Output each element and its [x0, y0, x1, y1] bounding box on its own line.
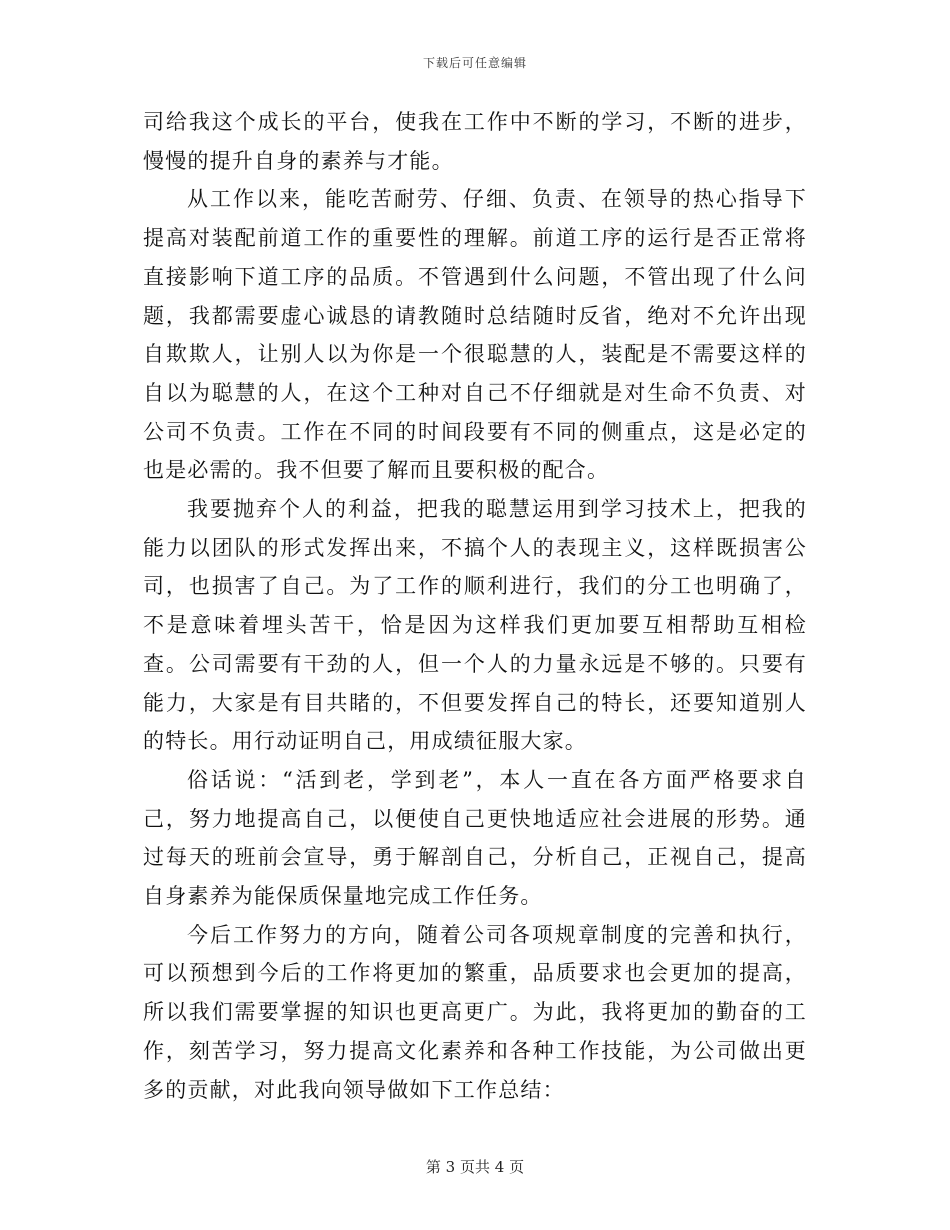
paragraph-2: 从工作以来，能吃苦耐劳、仔细、负责、在领导的热心指导下提高对装配前道工作的重要性的理解。前道工序的运行是否正常将直接影响下道工序的品质。不管遇到什么问题，不管出现了什么问题，我都需要虚心诚恳的请教随时总结随时反省，绝对不允许出现自欺欺人，让别人以为你是一个很聪慧的人，装配是不需要这样的自以为聪慧的人，在这个工种对自己不仔细就是对生命不负责、对公司不负责。工作在不同的时间段要有不同的侧重点，这是必定的也是必需的。我不但要了解而且要积极的配合。 [143, 187, 807, 483]
page-header: 下载后可任意编辑 [422, 56, 527, 70]
paragraph-4: 俗话说：“活到老，学到老”，本人一直在各方面严格要求自己，努力地提高自己，以便使自己更快地适应社会进展的形势。通过每天的班前会宣导，勇于解剖自己，分析自己，正视自己，提高自身素养为能保质保量地完成工作任务。 [143, 767, 807, 909]
document-body [143, 103, 807, 1109]
paragraph-3: 我要抛弃个人的利益，把我的聪慧运用到学习技术上，把我的能力以团队的形式发挥出来，不搞个人的表现主义，这样既损害公司，也损害了自己。为了工作的顺利进行，我们的分工也明确了，不是意味着埋头苦干，恰是因为这样我们更加要互相帮助互相检查。公司需要有干劲的人，但一个人的力量永远是不够的。只要有能力，大家是有目共睹的，不但要发挥自己的特长，还要知道别人的特长。用行动证明自己，用成绩征服大家。 [143, 497, 807, 754]
paragraph-5: 今后工作努力的方向，随着公司各项规章制度的完善和执行，可以预想到今后的工作将更加的繁重，品质要求也会更加的提高，所以我们需要掌握的知识也更高更广。为此，我将更加的勤奋的工作，刻苦学习，努力提高文化素养和各种工作技能，为公司做出更多的贡献，对此我向领导做如下工作总结： [143, 922, 807, 1102]
paragraph-1: 司给我这个成长的平台，使我在工作中不断的学习，不断的进步，慢慢的提升自身的素养与才能。 [143, 110, 807, 173]
page-footer: 第 3 页共 4 页 [425, 1158, 525, 1176]
